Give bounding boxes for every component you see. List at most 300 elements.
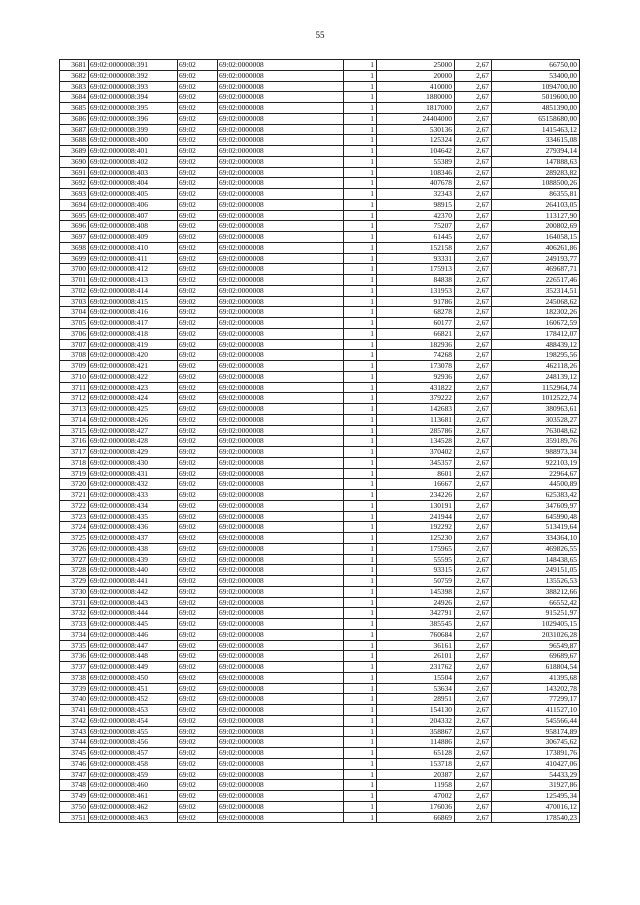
cadastral-value-cell: 200802,69	[492, 221, 580, 232]
area-cell: 74268	[377, 350, 455, 361]
area-cell: 410000	[377, 81, 455, 92]
specific-value-cell: 2,67	[455, 361, 492, 372]
specific-value-cell: 2,67	[455, 436, 492, 447]
table-row	[60, 597, 580, 608]
area-cell: 154130	[377, 705, 455, 716]
area-cell: 1817000	[377, 103, 455, 114]
district-code-cell: 69:02	[178, 748, 218, 759]
cadastral-block-cell: 69:02:0000008	[218, 565, 344, 576]
row-number-cell: 3715	[60, 425, 89, 436]
cadastral-block-cell: 69:02:0000008	[218, 662, 344, 673]
cadastral-number-cell: 69:02:0000008:420	[89, 350, 178, 361]
specific-value-cell: 2,67	[455, 565, 492, 576]
object-count-cell: 1	[344, 457, 377, 468]
row-number-cell: 3721	[60, 490, 89, 501]
area-cell: 55389	[377, 156, 455, 167]
table-row	[60, 662, 580, 673]
table-row	[60, 769, 580, 780]
cadastral-block-cell: 69:02:0000008	[218, 436, 344, 447]
object-count-cell: 1	[344, 748, 377, 759]
cadastral-value-cell: 334364,10	[492, 533, 580, 544]
row-number-cell: 3747	[60, 769, 89, 780]
district-code-cell: 69:02	[178, 457, 218, 468]
cadastral-block-cell: 69:02:0000008	[218, 457, 344, 468]
specific-value-cell: 2,67	[455, 296, 492, 307]
cadastral-block-cell: 69:02:0000008	[218, 124, 344, 135]
cadastral-value-cell: 462118,26	[492, 361, 580, 372]
cadastral-number-cell: 69:02:0000008:447	[89, 640, 178, 651]
specific-value-cell: 2,67	[455, 275, 492, 286]
district-code-cell: 69:02	[178, 694, 218, 705]
table-row	[60, 511, 580, 522]
cadastral-value-cell: 113127,90	[492, 210, 580, 221]
object-count-cell: 1	[344, 812, 377, 823]
cadastral-number-cell: 69:02:0000008:424	[89, 393, 178, 404]
district-code-cell: 69:02	[178, 500, 218, 511]
cadastral-block-cell: 69:02:0000008	[218, 683, 344, 694]
cadastral-block-cell: 69:02:0000008	[218, 189, 344, 200]
area-cell: 24926	[377, 597, 455, 608]
area-cell: 16667	[377, 479, 455, 490]
row-number-cell: 3741	[60, 705, 89, 716]
cadastral-block-cell: 69:02:0000008	[218, 597, 344, 608]
district-code-cell: 69:02	[178, 490, 218, 501]
row-number-cell: 3739	[60, 683, 89, 694]
area-cell: 42370	[377, 210, 455, 221]
area-cell: 192292	[377, 522, 455, 533]
district-code-cell: 69:02	[178, 651, 218, 662]
area-cell: 175965	[377, 543, 455, 554]
area-cell: 25000	[377, 60, 455, 71]
object-count-cell: 1	[344, 705, 377, 716]
object-count-cell: 1	[344, 361, 377, 372]
area-cell: 20000	[377, 70, 455, 81]
area-cell: 8601	[377, 468, 455, 479]
cadastral-number-cell: 69:02:0000008:419	[89, 339, 178, 350]
area-cell: 130191	[377, 500, 455, 511]
district-code-cell: 69:02	[178, 468, 218, 479]
specific-value-cell: 2,67	[455, 156, 492, 167]
cadastral-value-cell: 1029405,15	[492, 619, 580, 630]
area-cell: 231762	[377, 662, 455, 673]
table-row	[60, 339, 580, 350]
table-row	[60, 285, 580, 296]
row-number-cell: 3743	[60, 726, 89, 737]
district-code-cell: 69:02	[178, 135, 218, 146]
district-code-cell: 69:02	[178, 361, 218, 372]
cadastral-value-cell: 334615,08	[492, 135, 580, 146]
specific-value-cell: 2,67	[455, 457, 492, 468]
cadastral-number-cell: 69:02:0000008:452	[89, 694, 178, 705]
cadastral-number-cell: 69:02:0000008:423	[89, 382, 178, 393]
cadastral-value-cell: 410427,06	[492, 758, 580, 769]
object-count-cell: 1	[344, 597, 377, 608]
area-cell: 32343	[377, 189, 455, 200]
cadastral-number-cell: 69:02:0000008:416	[89, 307, 178, 318]
cadastral-value-cell: 1088500,26	[492, 178, 580, 189]
cadastral-number-cell: 69:02:0000008:463	[89, 812, 178, 823]
specific-value-cell: 2,67	[455, 404, 492, 415]
district-code-cell: 69:02	[178, 189, 218, 200]
table-row	[60, 70, 580, 81]
table-row	[60, 113, 580, 124]
object-count-cell: 1	[344, 393, 377, 404]
cadastral-number-cell: 69:02:0000008:405	[89, 189, 178, 200]
object-count-cell: 1	[344, 103, 377, 114]
cadastral-block-cell: 69:02:0000008	[218, 586, 344, 597]
cadastral-value-cell: 306745,62	[492, 737, 580, 748]
area-cell: 15504	[377, 672, 455, 683]
district-code-cell: 69:02	[178, 662, 218, 673]
district-code-cell: 69:02	[178, 715, 218, 726]
object-count-cell: 1	[344, 60, 377, 71]
cadastral-number-cell: 69:02:0000008:439	[89, 554, 178, 565]
cadastral-block-cell: 69:02:0000008	[218, 253, 344, 264]
cadastral-number-cell: 69:02:0000008:399	[89, 124, 178, 135]
district-code-cell: 69:02	[178, 328, 218, 339]
object-count-cell: 1	[344, 683, 377, 694]
row-number-cell: 3710	[60, 371, 89, 382]
object-count-cell: 1	[344, 404, 377, 415]
object-count-cell: 1	[344, 253, 377, 264]
cadastral-value-cell: 77299,17	[492, 694, 580, 705]
cadastral-block-cell: 69:02:0000008	[218, 801, 344, 812]
table-row	[60, 135, 580, 146]
specific-value-cell: 2,67	[455, 307, 492, 318]
specific-value-cell: 2,67	[455, 264, 492, 275]
cadastral-block-cell: 69:02:0000008	[218, 210, 344, 221]
object-count-cell: 1	[344, 758, 377, 769]
specific-value-cell: 2,67	[455, 242, 492, 253]
row-number-cell: 3728	[60, 565, 89, 576]
cadastral-number-cell: 69:02:0000008:440	[89, 565, 178, 576]
row-number-cell: 3684	[60, 92, 89, 103]
specific-value-cell: 2,67	[455, 350, 492, 361]
table-row	[60, 780, 580, 791]
object-count-cell: 1	[344, 307, 377, 318]
cadastral-block-cell: 69:02:0000008	[218, 339, 344, 350]
object-count-cell: 1	[344, 242, 377, 253]
district-code-cell: 69:02	[178, 113, 218, 124]
district-code-cell: 69:02	[178, 414, 218, 425]
row-number-cell: 3750	[60, 801, 89, 812]
specific-value-cell: 2,67	[455, 694, 492, 705]
object-count-cell: 1	[344, 694, 377, 705]
district-code-cell: 69:02	[178, 554, 218, 565]
row-number-cell: 3748	[60, 780, 89, 791]
object-count-cell: 1	[344, 662, 377, 673]
table-row	[60, 167, 580, 178]
cadastral-value-cell: 359189,76	[492, 436, 580, 447]
row-number-cell: 3704	[60, 307, 89, 318]
cadastral-number-cell: 69:02:0000008:434	[89, 500, 178, 511]
area-cell: 1880000	[377, 92, 455, 103]
cadastral-number-cell: 69:02:0000008:458	[89, 758, 178, 769]
cadastral-number-cell: 69:02:0000008:453	[89, 705, 178, 716]
area-cell: 234226	[377, 490, 455, 501]
object-count-cell: 1	[344, 318, 377, 329]
cadastral-number-cell: 69:02:0000008:415	[89, 296, 178, 307]
row-number-cell: 3683	[60, 81, 89, 92]
cadastral-number-cell: 69:02:0000008:429	[89, 447, 178, 458]
cadastral-value-cell: 173891,76	[492, 748, 580, 759]
row-number-cell: 3706	[60, 328, 89, 339]
cadastral-value-cell: 66552,42	[492, 597, 580, 608]
specific-value-cell: 2,67	[455, 791, 492, 802]
object-count-cell: 1	[344, 619, 377, 630]
specific-value-cell: 2,67	[455, 726, 492, 737]
object-count-cell: 1	[344, 479, 377, 490]
district-code-cell: 69:02	[178, 565, 218, 576]
specific-value-cell: 2,67	[455, 554, 492, 565]
cadastral-value-cell: 289283,82	[492, 167, 580, 178]
cadastral-block-cell: 69:02:0000008	[218, 232, 344, 243]
specific-value-cell: 2,67	[455, 769, 492, 780]
cadastral-value-cell: 279394,14	[492, 146, 580, 157]
cadastral-block-cell: 69:02:0000008	[218, 490, 344, 501]
row-number-cell: 3691	[60, 167, 89, 178]
cadastral-value-cell: 915251,97	[492, 608, 580, 619]
specific-value-cell: 2,67	[455, 533, 492, 544]
district-code-cell: 69:02	[178, 812, 218, 823]
cadastral-block-cell: 69:02:0000008	[218, 705, 344, 716]
cadastral-number-cell: 69:02:0000008:425	[89, 404, 178, 415]
object-count-cell: 1	[344, 651, 377, 662]
object-count-cell: 1	[344, 436, 377, 447]
cadastral-number-cell: 69:02:0000008:457	[89, 748, 178, 759]
cadastral-block-cell: 69:02:0000008	[218, 361, 344, 372]
specific-value-cell: 2,67	[455, 651, 492, 662]
cadastral-value-cell: 1415463,12	[492, 124, 580, 135]
area-cell: 75207	[377, 221, 455, 232]
cadastral-value-cell: 988973,34	[492, 447, 580, 458]
row-number-cell: 3685	[60, 103, 89, 114]
cadastral-block-cell: 69:02:0000008	[218, 70, 344, 81]
area-cell: 60177	[377, 318, 455, 329]
cadastral-block-cell: 69:02:0000008	[218, 242, 344, 253]
district-code-cell: 69:02	[178, 576, 218, 587]
table-row	[60, 500, 580, 511]
district-code-cell: 69:02	[178, 737, 218, 748]
row-number-cell: 3722	[60, 500, 89, 511]
area-cell: 93315	[377, 565, 455, 576]
object-count-cell: 1	[344, 232, 377, 243]
page-number: 55	[315, 30, 325, 40]
table-row	[60, 414, 580, 425]
specific-value-cell: 2,67	[455, 586, 492, 597]
cadastral-block-cell: 69:02:0000008	[218, 414, 344, 425]
row-number-cell: 3717	[60, 447, 89, 458]
cadastral-block-cell: 69:02:0000008	[218, 791, 344, 802]
object-count-cell: 1	[344, 178, 377, 189]
cadastral-value-cell: 248139,12	[492, 371, 580, 382]
cadastral-number-cell: 69:02:0000008:396	[89, 113, 178, 124]
cadastral-number-cell: 69:02:0000008:460	[89, 780, 178, 791]
specific-value-cell: 2,67	[455, 318, 492, 329]
row-number-cell: 3716	[60, 436, 89, 447]
cadastral-value-cell: 148438,65	[492, 554, 580, 565]
area-cell: 55595	[377, 554, 455, 565]
cadastral-value-cell: 411527,10	[492, 705, 580, 716]
area-cell: 385545	[377, 619, 455, 630]
row-number-cell: 3696	[60, 221, 89, 232]
cadastral-number-cell: 69:02:0000008:392	[89, 70, 178, 81]
row-number-cell: 3707	[60, 339, 89, 350]
table-row	[60, 447, 580, 458]
cadastral-value-cell: 41395,68	[492, 672, 580, 683]
row-number-cell: 3733	[60, 619, 89, 630]
area-cell: 182936	[377, 339, 455, 350]
district-code-cell: 69:02	[178, 769, 218, 780]
district-code-cell: 69:02	[178, 70, 218, 81]
district-code-cell: 69:02	[178, 533, 218, 544]
cadastral-number-cell: 69:02:0000008:403	[89, 167, 178, 178]
district-code-cell: 69:02	[178, 586, 218, 597]
cadastral-number-cell: 69:02:0000008:402	[89, 156, 178, 167]
row-number-cell: 3687	[60, 124, 89, 135]
cadastral-number-cell: 69:02:0000008:443	[89, 597, 178, 608]
cadastral-value-cell: 470016,12	[492, 801, 580, 812]
district-code-cell: 69:02	[178, 350, 218, 361]
cadastral-number-cell: 69:02:0000008:445	[89, 619, 178, 630]
object-count-cell: 1	[344, 167, 377, 178]
district-code-cell: 69:02	[178, 791, 218, 802]
cadastral-block-cell: 69:02:0000008	[218, 275, 344, 286]
district-code-cell: 69:02	[178, 543, 218, 554]
table-row	[60, 791, 580, 802]
object-count-cell: 1	[344, 554, 377, 565]
cadastral-number-cell: 69:02:0000008:413	[89, 275, 178, 286]
object-count-cell: 1	[344, 135, 377, 146]
object-count-cell: 1	[344, 608, 377, 619]
specific-value-cell: 2,67	[455, 210, 492, 221]
table-row	[60, 178, 580, 189]
area-cell: 104642	[377, 146, 455, 157]
cadastral-value-cell: 1012522,74	[492, 393, 580, 404]
cadastral-value-cell: 86355,81	[492, 189, 580, 200]
cadastral-value-cell: 96549,87	[492, 640, 580, 651]
area-cell: 91786	[377, 296, 455, 307]
district-code-cell: 69:02	[178, 382, 218, 393]
cadastral-number-cell: 69:02:0000008:401	[89, 146, 178, 157]
table-row	[60, 490, 580, 501]
cadastral-number-cell: 69:02:0000008:411	[89, 253, 178, 264]
object-count-cell: 1	[344, 780, 377, 791]
row-number-cell: 3698	[60, 242, 89, 253]
district-code-cell: 69:02	[178, 780, 218, 791]
row-number-cell: 3738	[60, 672, 89, 683]
area-cell: 47002	[377, 791, 455, 802]
cadastral-block-cell: 69:02:0000008	[218, 425, 344, 436]
table-row	[60, 672, 580, 683]
table-row	[60, 404, 580, 415]
cadastral-block-cell: 69:02:0000008	[218, 135, 344, 146]
row-number-cell: 3746	[60, 758, 89, 769]
specific-value-cell: 2,67	[455, 737, 492, 748]
table-row	[60, 124, 580, 135]
cadastral-block-cell: 69:02:0000008	[218, 479, 344, 490]
cadastral-block-cell: 69:02:0000008	[218, 60, 344, 71]
specific-value-cell: 2,67	[455, 70, 492, 81]
cadastral-number-cell: 69:02:0000008:428	[89, 436, 178, 447]
cadastral-number-cell: 69:02:0000008:456	[89, 737, 178, 748]
object-count-cell: 1	[344, 490, 377, 501]
district-code-cell: 69:02	[178, 103, 218, 114]
cadastral-number-cell: 69:02:0000008:427	[89, 425, 178, 436]
cadastral-block-cell: 69:02:0000008	[218, 737, 344, 748]
district-code-cell: 69:02	[178, 253, 218, 264]
row-number-cell: 3724	[60, 522, 89, 533]
row-number-cell: 3705	[60, 318, 89, 329]
cadastral-number-cell: 69:02:0000008:412	[89, 264, 178, 275]
table-row	[60, 81, 580, 92]
row-number-cell: 3694	[60, 199, 89, 210]
table-row	[60, 425, 580, 436]
specific-value-cell: 2,67	[455, 597, 492, 608]
district-code-cell: 69:02	[178, 167, 218, 178]
object-count-cell: 1	[344, 672, 377, 683]
cadastral-block-cell: 69:02:0000008	[218, 328, 344, 339]
row-number-cell: 3730	[60, 586, 89, 597]
cadastral-number-cell: 69:02:0000008:455	[89, 726, 178, 737]
specific-value-cell: 2,67	[455, 328, 492, 339]
specific-value-cell: 2,67	[455, 60, 492, 71]
specific-value-cell: 2,67	[455, 662, 492, 673]
district-code-cell: 69:02	[178, 522, 218, 533]
cadastral-value-cell: 618804,54	[492, 662, 580, 673]
cadastral-block-cell: 69:02:0000008	[218, 694, 344, 705]
table-row	[60, 318, 580, 329]
area-cell: 36161	[377, 640, 455, 651]
table-row	[60, 694, 580, 705]
specific-value-cell: 2,67	[455, 629, 492, 640]
table-row	[60, 479, 580, 490]
specific-value-cell: 2,67	[455, 232, 492, 243]
cadastral-value-cell: 1152964,74	[492, 382, 580, 393]
object-count-cell: 1	[344, 210, 377, 221]
cadastral-number-cell: 69:02:0000008:442	[89, 586, 178, 597]
specific-value-cell: 2,67	[455, 92, 492, 103]
table-row	[60, 199, 580, 210]
district-code-cell: 69:02	[178, 124, 218, 135]
row-number-cell: 3713	[60, 404, 89, 415]
cadastral-block-cell: 69:02:0000008	[218, 769, 344, 780]
cadastral-block-cell: 69:02:0000008	[218, 103, 344, 114]
specific-value-cell: 2,67	[455, 705, 492, 716]
object-count-cell: 1	[344, 92, 377, 103]
object-count-cell: 1	[344, 189, 377, 200]
area-cell: 153718	[377, 758, 455, 769]
cadastral-block-cell: 69:02:0000008	[218, 533, 344, 544]
row-number-cell: 3709	[60, 361, 89, 372]
object-count-cell: 1	[344, 586, 377, 597]
cadastral-value-cell: 66750,00	[492, 60, 580, 71]
specific-value-cell: 2,67	[455, 490, 492, 501]
row-number-cell: 3737	[60, 662, 89, 673]
district-code-cell: 69:02	[178, 318, 218, 329]
table-row	[60, 189, 580, 200]
specific-value-cell: 2,67	[455, 511, 492, 522]
cadastral-block-cell: 69:02:0000008	[218, 350, 344, 361]
area-cell: 285786	[377, 425, 455, 436]
area-cell: 65128	[377, 748, 455, 759]
area-cell: 131953	[377, 285, 455, 296]
object-count-cell: 1	[344, 264, 377, 275]
row-number-cell: 3719	[60, 468, 89, 479]
district-code-cell: 69:02	[178, 210, 218, 221]
table-row	[60, 554, 580, 565]
row-number-cell: 3723	[60, 511, 89, 522]
